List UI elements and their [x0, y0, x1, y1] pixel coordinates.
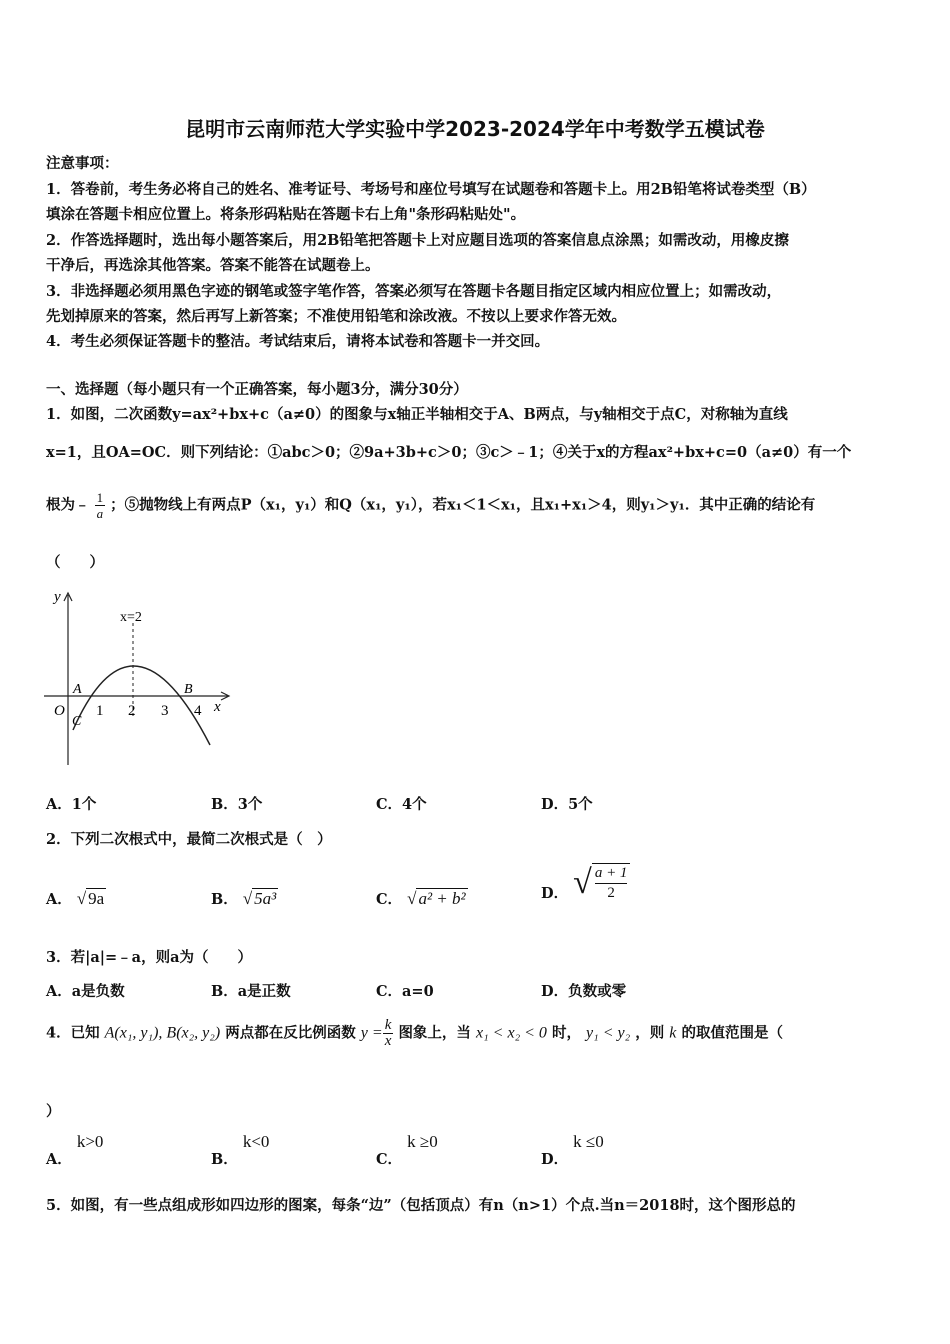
q4-option-a[interactable]: [46, 1132, 103, 1169]
graph-tick-label: 1: [96, 703, 104, 719]
q2-opt-d-num: a + 1: [595, 864, 628, 884]
q4-option-label: B．: [211, 1151, 238, 1168]
q1-line-3: [46, 490, 815, 521]
graph-origin-label: O: [54, 703, 65, 719]
q2-opt-b-radicand: 5a³: [254, 889, 277, 908]
q4-option-value: k<0: [242, 1132, 270, 1151]
q4-option-b[interactable]: [211, 1132, 269, 1169]
q3-option-d[interactable]: D．负数或零: [541, 983, 627, 1000]
q4-option-value: k ≤0: [573, 1132, 604, 1151]
q4-mid4: ，则: [635, 1024, 665, 1042]
q4-cond1: x₁ < x₂ < 0: [476, 1024, 547, 1042]
section-heading: 一、选择题（每小题只有一个正确答案，每小题3分，满分30分）: [46, 381, 468, 398]
q5-line-1: 5．如图，有一些点组成形如四边形的图案，每条“边”（包括顶点）有n（n>1）个点.当n＝2018时，这个图形总的: [46, 1197, 796, 1214]
q4-option-label: D．: [541, 1151, 569, 1168]
notice-line: 1．答卷前，考生务必将自己的姓名、准考证号、考场号和座位号填写在试题卷和答题卡上。用2B铅笔将试卷类型（B）: [46, 181, 816, 198]
q1-line-3b: ；⑤抛物线上有两点P（x₁，y₁）和Q（x₁，y₁），若x₁＜1＜x₁，且x₁+x₁＞4，则y₁＞y₁．其中正确的结论有: [110, 496, 816, 514]
q1-fraction: [95, 490, 106, 521]
q2-opt-a-radicand: 9a: [88, 889, 105, 908]
sqrt-expression: √ 5a³: [242, 889, 277, 908]
parabola-curve: [73, 666, 210, 745]
q4-func-fraction: [383, 1018, 394, 1049]
notice-heading: 注意事项：: [46, 155, 119, 172]
q4-option-label: C．: [376, 1151, 403, 1168]
q2-option-label: D．: [541, 885, 569, 902]
q1-line-1: 1．如图，二次函数y=ax²+bx+c（a≠0）的图象与x轴正半轴相交于A、B两点，与y轴相交于点C，对称轴为直线: [46, 406, 788, 423]
q2-opt-c-radicand: a² + b²: [418, 889, 466, 908]
q2-stem: 2．下列二次根式中，最简二次根式是（ ）: [46, 831, 332, 848]
q1-fraction-num: 1: [96, 490, 104, 505]
q2-option-d[interactable]: [541, 862, 630, 903]
q4-suffix: 的取值范围是（: [681, 1024, 783, 1042]
q4-mid2: 图象上，当: [398, 1024, 471, 1042]
q3-option-a[interactable]: A．a是负数: [46, 983, 125, 1000]
notice-line: 3．非选择题必须用黑色字迹的钢笔或签字笔作答，答案必须写在答题卡各题目指定区域内相应位置上；如需改动，: [46, 283, 782, 300]
sqrt-expression: √ 9a: [76, 889, 105, 908]
q4-option-value: k>0: [76, 1132, 104, 1151]
q4-prefix: 4．已知: [46, 1024, 100, 1042]
notice-line: 先划掉原来的答案，然后再写上新答案；不准使用铅笔和涂改液。不按以上要求作答无效。: [46, 308, 626, 325]
q2-opt-d-den: 2: [607, 884, 615, 901]
q2-opt-d-fraction: [592, 863, 631, 903]
q4-mid3: 时，: [551, 1024, 581, 1042]
q4-k: k: [669, 1024, 677, 1042]
q4-func-num: k: [384, 1017, 392, 1033]
q2-option-a[interactable]: [46, 888, 106, 909]
q2-option-label: C．: [376, 891, 403, 908]
graph-tick-label: 4: [194, 703, 202, 719]
q4-stem: [46, 1018, 783, 1049]
sqrt-sign: √: [573, 863, 592, 901]
notice-line: 2．作答选择题时，选出每小题答案后，用2B铅笔把答题卡上对应题目选项的答案信息点涂黑；如需改动，用橡皮擦: [46, 232, 789, 249]
q3-option-c[interactable]: C．a=0: [376, 983, 434, 1000]
q4-func-den: x: [384, 1033, 392, 1049]
q4-option-c[interactable]: [376, 1132, 438, 1169]
notice-line: 4．考生必须保证答题卡的整洁。考试结束后，请将本试卷和答题卡一并交回。: [46, 333, 550, 350]
q1-answer-paren: （ ）: [46, 554, 104, 571]
notice-line: 填涂在答题卡相应位置上。将条形码粘贴在答题卡右上角"条形码粘贴处"。: [46, 206, 526, 223]
q1-option-d[interactable]: D．5个: [541, 796, 593, 813]
graph-x-label: x: [214, 699, 221, 715]
graph-point-b: B: [184, 682, 193, 697]
notice-line: 干净后，再选涂其他答案。答案不能答在试题卷上。: [46, 257, 380, 274]
q4-func-y: y =: [360, 1024, 383, 1042]
q1-parabola-graph: [40, 585, 240, 770]
sqrt-expression: √ a² + b²: [407, 889, 466, 908]
graph-y-label: y: [54, 589, 61, 605]
q2-option-label: B．: [211, 891, 238, 908]
q2-option-label: A．: [46, 891, 72, 908]
q3-stem: 3．若|a|=﹣a，则a为（ ）: [46, 949, 252, 966]
q4-option-value: k ≥0: [407, 1132, 438, 1151]
q4-mid: 两点都在反比例函数: [225, 1024, 356, 1042]
q1-option-c[interactable]: C．4个: [376, 796, 427, 813]
q1-option-b[interactable]: B．3个: [211, 796, 263, 813]
q3-option-b[interactable]: B．a是正数: [211, 983, 291, 1000]
q4-points: A(x₁, y₁), B(x₂, y₂): [104, 1024, 221, 1042]
q1-option-a[interactable]: A．1个: [46, 796, 97, 813]
q4-option-label: A．: [46, 1151, 72, 1168]
q2-option-b[interactable]: [211, 888, 278, 909]
graph-tick-label: 3: [161, 703, 169, 719]
q2-option-c[interactable]: [376, 888, 468, 909]
q4-cond2: y₁ < y₂: [586, 1024, 631, 1042]
graph-tick-label: 2: [128, 703, 136, 719]
q4-option-d[interactable]: [541, 1132, 604, 1169]
graph-axis-label: x=2: [120, 610, 142, 625]
q1-line-2: x=1，且OA=OC．则下列结论：①abc＞0；②9a+3b+c＞0；③c＞﹣1；④关于x的方程ax²+bx+c=0（a≠0）有一个: [46, 444, 852, 461]
page-title: 昆明市云南师范大学实验中学2023-2024学年中考数学五模试卷: [185, 117, 765, 141]
q4-close-paren: ）: [46, 1103, 61, 1120]
q1-line-3a: 根为﹣: [46, 496, 90, 514]
graph-point-c: C: [72, 714, 82, 729]
graph-point-a: A: [73, 682, 82, 697]
q1-fraction-den: a: [96, 506, 104, 521]
